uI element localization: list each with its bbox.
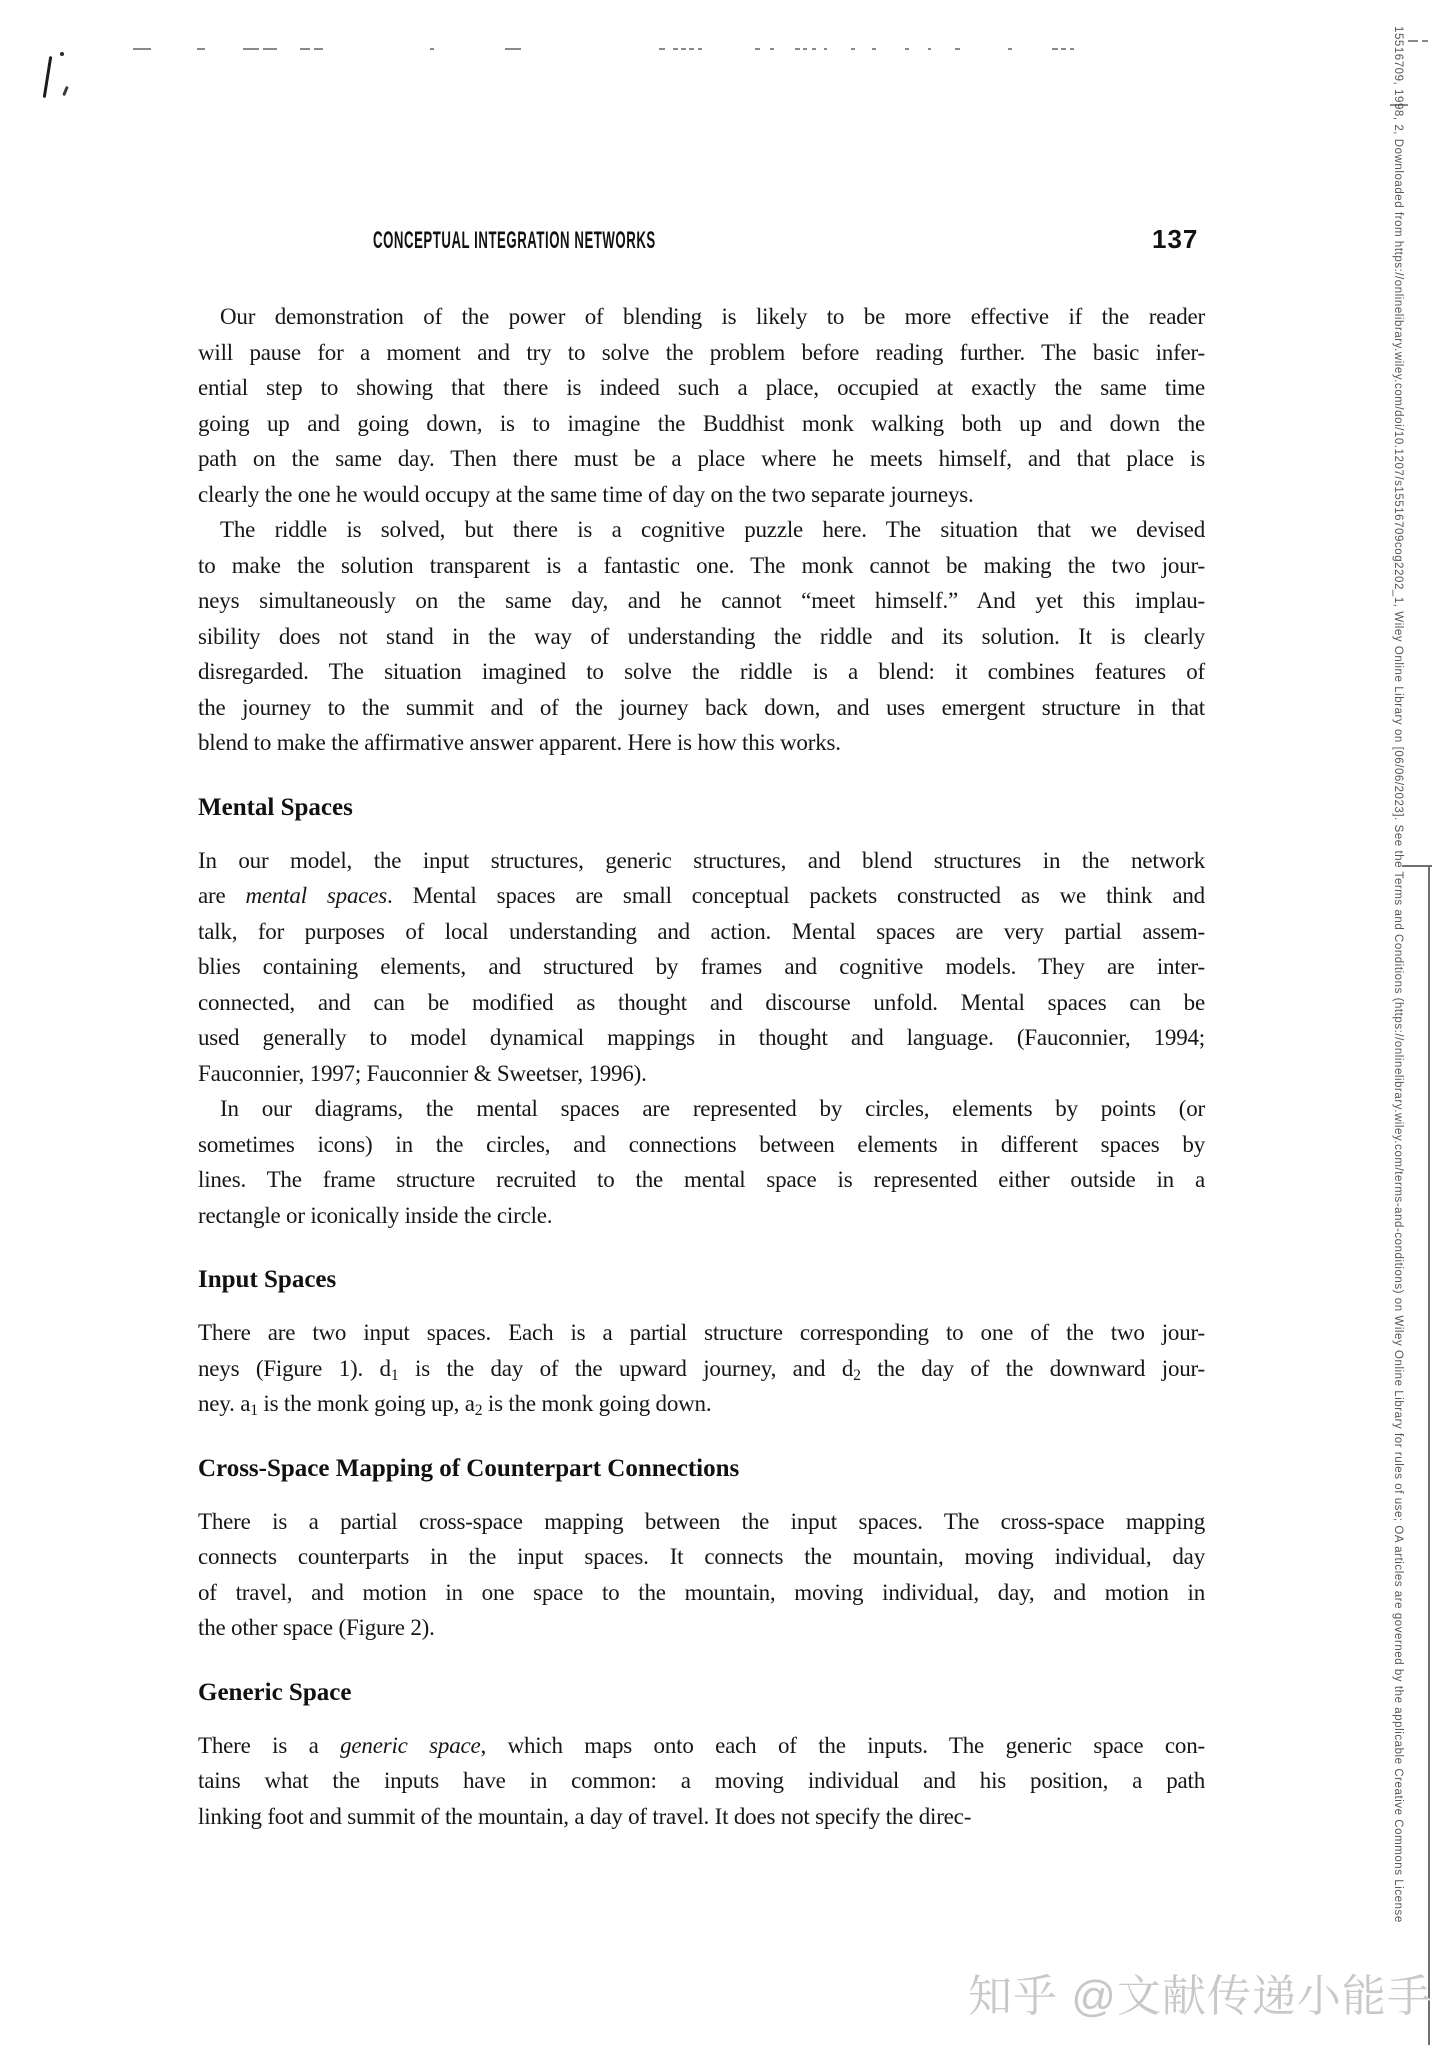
page-number: 137 [1152,224,1199,254]
scan-artifact-dash [314,48,323,50]
text-line: Fauconnier, 1997; Fauconnier & Sweetser, 1996). [198,1060,647,1086]
text-line: disregarded. The situation imagined to solve the riddle is a blend: it combines features of [198,659,1205,684]
scan-artifact-dash [263,48,277,50]
text-line: the journey to the summit and of the journey back down, and uses emergent structure in that [198,694,1205,720]
text-line: ential step to showing that there is indeed such a place, occupied at exactly the same time [198,375,1205,400]
scan-artifact-dash [770,48,774,50]
scan-artifact-dash [243,48,259,50]
paragraph [198,843,1205,1092]
scan-artifact-dash [755,48,760,50]
paragraph [198,299,1205,512]
paragraph [198,512,1205,761]
text-line: tains what the inputs have in common: a moving individual and his position, a path [198,1768,1205,1793]
handwritten-tick [62,86,69,96]
scan-artifact-dash [803,48,807,50]
scan-artifact-dash [955,48,960,50]
text-line: to make the solution transparent is a fantastic one. The monk cannot be making the two jour- [198,552,1205,578]
paragraph [198,1728,1205,1835]
page-body [198,299,1205,1834]
text-line: going up and going down, is to imagine the Buddhist monk walking both up and down the [198,410,1205,436]
text-line: There is a generic space, which maps onto each of the inputs. The generic space con- [198,1732,1205,1758]
text-line: will pause for a moment and try to solve the problem before reading further. The basic infer- [198,339,1205,365]
text-line: rectangle or iconically inside the circle. [198,1202,553,1228]
scan-artifact-dash [689,48,694,50]
scan-artifact-dash [659,48,665,50]
scan-artifact-dash [430,48,434,50]
text-line: neys simultaneously on the same day, and he cannot “meet himself.” And yet this implau- [198,588,1205,613]
scan-artifact-line [1428,865,1430,2045]
scan-artifact-dash [1052,48,1058,50]
text-line: There are two input spaces. Each is a partial structure corresponding to one of the two jour- [198,1320,1205,1345]
text-line: talk, for purposes of local understanding and action. Mental spaces are very partial assem- [198,918,1205,944]
text-line: blies containing elements, and structured by frames and cognitive models. They are inter- [198,954,1205,979]
text-line: In our diagrams, the mental spaces are represented by circles, elements by points (or [220,1096,1205,1121]
text-line: are mental spaces. Mental spaces are small conceptual packets constructed as we think and [198,883,1205,908]
scan-artifact-dash [872,48,876,50]
scan-artifact-dash [851,48,855,50]
sideways-download-notice: 15516709, 1998, 2, Downloaded from https://onlinelibrary.wiley.com/doi/10.1207/s15516709cog2202_1, Wiley Online Library on [06/06/2023]. See the Terms and Conditions (https://onlinelibrary.wiley.com/terms-and-conditions) on Wiley Online Library for rules of use; OA articles are governed by the applicable Creative Commons License [1392,26,1404,1923]
paragraph [198,1315,1205,1422]
section-heading: Input Spaces [198,1266,337,1293]
section-heading: Mental Spaces [198,793,353,821]
handwritten-dot [60,52,64,56]
text-line: In our model, the input structures, generic structures, and blend structures in the network [198,847,1205,873]
scan-artifact-dash [905,48,909,50]
scan-artifact-dash [300,48,310,50]
text-line: linking foot and summit of the mountain, a day of travel. It does not specify the direc- [198,1803,972,1829]
scan-artifact-dash [928,48,931,50]
section-heading: Generic Space [198,1678,352,1706]
scan-artifact-dash [1008,48,1012,50]
paragraph [198,1504,1205,1646]
text-line: path on the same day. Then there must be a place where he meets himself, and that place is [198,446,1205,471]
paragraph [198,1091,1205,1233]
text-line: Our demonstration of the power of blending is likely to be more effective if the reader [220,304,1205,329]
text-line: connected, and can be modified as thought and discourse unfold. Mental spaces can be [198,989,1205,1015]
scan-artifact-dash [505,48,521,50]
scan-artifact-dash [1061,48,1066,50]
text-line: lines. The frame structure recruited to the mental space is represented either outside in a [198,1167,1205,1192]
scan-artifact-dash [1408,40,1418,42]
scan-artifact-dash [812,48,816,50]
text-line: ney. $a_1$ is the monk going up, $a_2$ is the monk going down. [198,1391,712,1419]
text-line: sibility does not stand in the way of understanding the riddle and its solution. It is clearly [198,623,1205,649]
text-line: connects counterparts in the input spaces. It connects the mountain, moving individual, day [198,1544,1205,1569]
scan-artifact-dash [698,48,702,50]
text-line: neys (Figure 1). $d_1$ is the day of the upward journey, and $d_2$ the day of the downward jour- [198,1355,1205,1384]
text-line: clearly the one he would occupy at the same time of day on the two separate journeys. [198,481,974,507]
text-line: of travel, and motion in one space to the mountain, moving individual, day, and motion in [198,1579,1205,1605]
text-line: blend to make the affirmative answer apparent. Here is how this works. [198,730,841,755]
handwritten-slash [43,56,53,98]
scan-artifact-dash [197,48,205,50]
scan-artifact-dash [673,48,678,50]
section-heading: Cross-Space Mapping of Counterpart Connections [198,1454,740,1482]
scan-artifact-dash [1422,40,1428,42]
text-line: The riddle is solved, but there is a cognitive puzzle here. The situation that we devised [220,517,1205,542]
text-line: the other space (Figure 2). [198,1615,435,1640]
watermark: 知乎 @文献传递小能手 [968,1972,1432,2021]
scan-artifact-dash [795,48,800,50]
running-head: CONCEPTUAL INTEGRATION NETWORKS [373,227,656,254]
text-line: used generally to model dynamical mappings in thought and language. (Fauconnier, 1994; [198,1025,1205,1050]
text-line: sometimes icons) in the circles, and connections between elements in different spaces by [198,1131,1205,1157]
scan-artifact-dash [824,48,827,50]
scan-artifact-dash [1070,48,1074,50]
text-line: There is a partial cross-space mapping between the input spaces. The cross-space mapping [198,1508,1205,1534]
scan-artifact-dash [681,48,686,50]
scan-artifact-dash [133,48,151,50]
